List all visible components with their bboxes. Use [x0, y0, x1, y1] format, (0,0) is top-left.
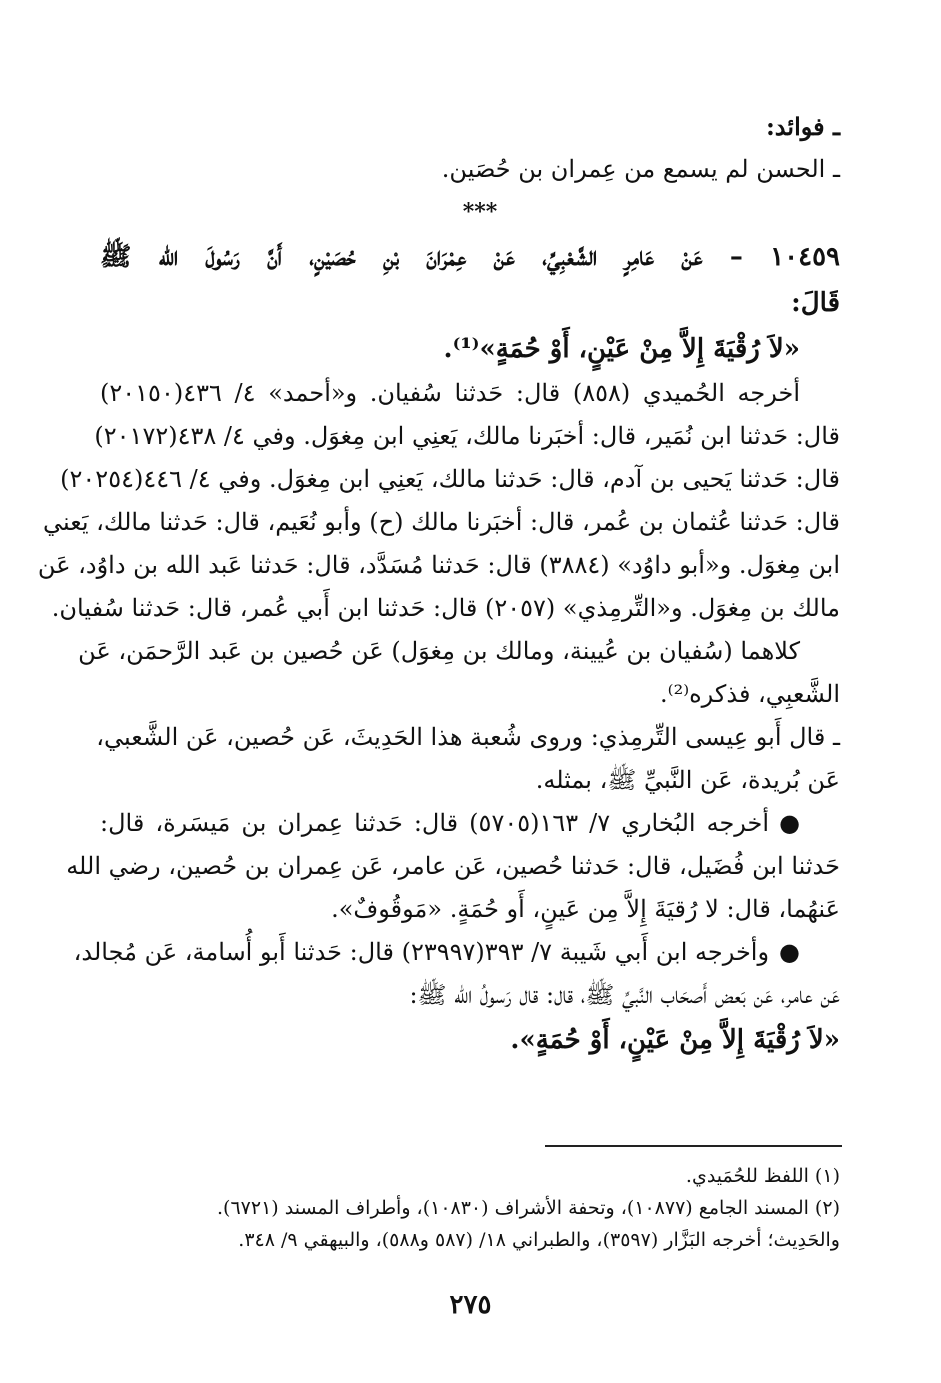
footnote: (٢) المسند الجامع (١٠٨٧٧)، وتحفة الأشراف (١٠٨٣٠)، وأطراف المسند (٦٧٢١).: [217, 1197, 840, 1219]
ibn-abi-shayba-line: عَن عامر، عَن بَعض أَصحَاب النَّبيِّ ﷺ، قال: قال رَسولُ الله ﷺ:: [409, 981, 840, 1009]
page-number: ٢٧٥: [449, 1290, 492, 1320]
hadith-line-2: قَالَ:: [791, 288, 840, 318]
main-text: [37, 105, 840, 1063]
bullet-icon: ●: [779, 809, 801, 837]
hadith-text: «لاَ رُقْيَةَ إِلاَّ مِنْ عَيْنٍ، أَوْ حُمَةٍ»⁽¹⁾.: [443, 334, 800, 364]
ibn-abi-shayba-line: «لاَ رُقْيَةَ إِلاَّ مِنْ عَيْنٍ، أَوْ حُمَةٍ».: [510, 1025, 840, 1055]
bukhari-line: [100, 802, 840, 845]
benefits-line: ـ الحسن لم يسمع من عِمران بن حُصَين.: [441, 155, 840, 183]
both-line: كلاهما (سُفيان بن عُيينة، ومالك بن مِغوَل) عَن حُصين بن عَبد الرَّحمَن، عَن: [78, 637, 800, 665]
footnotes: [120, 1160, 840, 1256]
bukhari-line: حَدثنا ابن فُضَيل، قال: حَدثنا حُصين، عَن عامر، عَن عِمران بن حُصين، رضي الله: [66, 852, 840, 880]
tirmidhi-line: عَن بُريدة، عَن النَّبيِّ ﷺ، بمثله.: [535, 766, 840, 794]
benefits-heading: ـ فوائد:: [765, 112, 840, 141]
takhrij-line: ابن مِغوَل. و«أبو داوُد» (٣٨٨٤) قال: حَدثنا مُسَدَّد، قال: حَدثنا عَبد الله بن داوُد، عَن: [37, 551, 840, 579]
hadith-line-1: ١٠٤٥٩ – عَنْ عَامِرٍ الشَّعْبِيِّ، عَنْ عِمْرَانَ بْنِ حُصَيْنٍ، أَنَّ رَسُولَ الله ﷺ: [100, 242, 840, 272]
ibn-abi-shayba-text: وأخرجه ابن أَبي شَيبة ٧/ ٣٩٣(٢٣٩٩٧) قال: حَدثنا أَبو أُسامة، عَن مُجالد،: [73, 938, 770, 966]
section-separator: ***: [462, 199, 498, 225]
takhrij-line: قال: حَدثنا عُثمان بن عُمر، قال: أخبَرنا مالك (ح) وأبو نُعَيم، قال: حَدثنا مالك، يَعني: [43, 508, 840, 536]
takhrij-line: قال: حَدثنا ابن نُمَير، قال: أخبَرنا مالك، يَعنِي ابن مِغوَل. وفي ٤/ ٤٣٨(٢٠١٧٢): [94, 422, 840, 450]
footnote: (١) اللفظ للحُمَيدي.: [685, 1165, 840, 1187]
both-line: الشَّعبِي، فذكره⁽²⁾.: [660, 680, 840, 708]
takhrij-line: قال: حَدثنا يَحيى بن آدم، قال: حَدثنا مالك، يَعنِي ابن مِغوَل. وفي ٤/ ٤٤٦(٢٠٢٥٤): [60, 465, 840, 493]
takhrij-line: أخرجه الحُميدي (٨٥٨) قال: حَدثنا سُفيان. و«أحمد» ٤/ ٤٣٦(٢٠١٥٠): [100, 379, 800, 407]
footnote-divider: [545, 1145, 842, 1147]
footnote: والحَدِيث؛ أخرجه البَزَّار (٣٥٩٧)، والطبراني ١٨/ (٥٨٧ و٥٨٨)، والبيهقي ٩/ ٣٤٨.: [238, 1229, 840, 1251]
bukhari-line: عَنهُما، قال: لا رُقيَةَ إِلاَّ مِن عَينٍ، أَو حُمَةٍ. «مَوقُوفٌ».: [331, 895, 840, 923]
bukhari-text: أخرجه البُخاري ٧/ ١٦٣(٥٧٠٥) قال: حَدثنا عِمران بن مَيسَرة، قال:: [100, 809, 770, 837]
tirmidhi-line: ـ قال أَبو عِيسى التِّرمِذي: وروى شُعبة هذا الحَدِيثَ، عَن حُصين، عَن الشَّعبي،: [96, 723, 840, 751]
ibn-abi-shayba-line: [73, 931, 840, 974]
bullet-icon: ●: [779, 938, 800, 966]
takhrij-line: مالك بن مِغوَل. و«التِّرمِذي» (٢٠٥٧) قال: حَدثنا ابن أَبي عُمر، قال: حَدثنا سُفيان.: [51, 594, 840, 622]
